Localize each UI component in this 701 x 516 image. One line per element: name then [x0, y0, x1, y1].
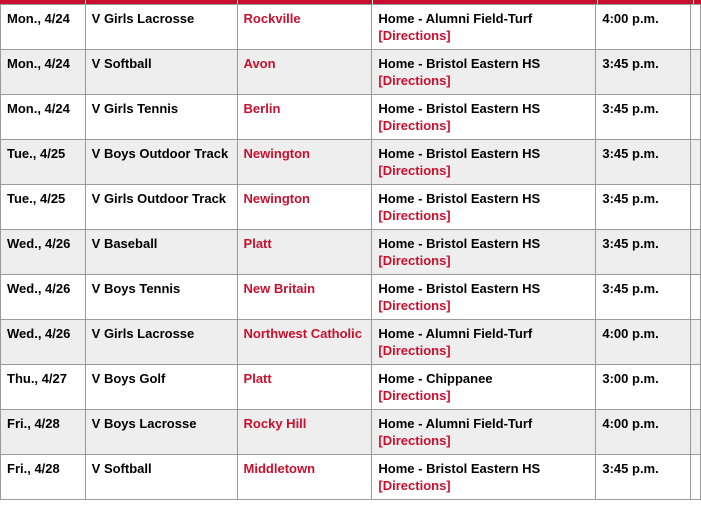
table-row	[1, 410, 701, 455]
edge-cell	[691, 140, 701, 185]
game-date: Mon., 4/24	[7, 56, 70, 71]
location-text: Home - Bristol Eastern HS	[378, 461, 541, 476]
opponent-link[interactable]: Middletown	[243, 461, 316, 476]
directions-link[interactable]: [Directions]	[378, 163, 451, 178]
sport-name: V Boys Lacrosse	[91, 416, 197, 431]
opponent-link[interactable]: Platt	[243, 371, 272, 386]
location-cell	[372, 95, 596, 140]
opponent-cell	[237, 275, 372, 320]
game-date: Fri., 4/28	[7, 461, 60, 476]
game-date: Tue., 4/25	[7, 191, 66, 206]
edge-cell	[691, 365, 701, 410]
edge-cell	[691, 275, 701, 320]
opponent-cell	[237, 185, 372, 230]
game-time: 4:00 p.m.	[602, 326, 659, 341]
sport-cell	[85, 140, 237, 185]
date-cell	[1, 230, 86, 275]
time-cell	[596, 455, 691, 500]
sport-name: V Baseball	[91, 236, 158, 251]
edge-cell	[691, 320, 701, 365]
directions-link[interactable]: [Directions]	[378, 208, 451, 223]
location-text: Home - Bristol Eastern HS	[378, 146, 541, 161]
date-cell	[1, 5, 86, 50]
directions-link[interactable]: [Directions]	[378, 28, 451, 43]
date-cell	[1, 365, 86, 410]
table-row	[1, 5, 701, 50]
location-text: Home - Bristol Eastern HS	[378, 101, 541, 116]
sport-name: V Girls Outdoor Track	[91, 191, 227, 206]
game-date: Tue., 4/25	[7, 146, 66, 161]
sport-name: V Girls Tennis	[91, 101, 179, 116]
location-cell	[372, 5, 596, 50]
directions-link[interactable]: [Directions]	[378, 73, 451, 88]
directions-link[interactable]: [Directions]	[378, 388, 451, 403]
sport-name: V Softball	[91, 461, 152, 476]
location-cell	[372, 185, 596, 230]
opponent-link[interactable]: Avon	[243, 56, 276, 71]
opponent-link[interactable]: New Britain	[243, 281, 316, 296]
game-time: 3:45 p.m.	[602, 461, 659, 476]
sport-cell	[85, 410, 237, 455]
opponent-link[interactable]: Platt	[243, 236, 272, 251]
schedule-table	[0, 4, 701, 500]
date-cell	[1, 140, 86, 185]
game-time: 3:45 p.m.	[602, 56, 659, 71]
time-cell	[596, 5, 691, 50]
time-cell	[596, 95, 691, 140]
game-date: Wed., 4/26	[7, 281, 71, 296]
directions-link[interactable]: [Directions]	[378, 253, 451, 268]
opponent-cell	[237, 320, 372, 365]
location-cell	[372, 230, 596, 275]
opponent-cell	[237, 50, 372, 95]
game-time: 3:45 p.m.	[602, 236, 659, 251]
location-text: Home - Bristol Eastern HS	[378, 56, 541, 71]
location-cell	[372, 140, 596, 185]
directions-link[interactable]: [Directions]	[378, 343, 451, 358]
table-row	[1, 275, 701, 320]
directions-link[interactable]: [Directions]	[378, 433, 451, 448]
opponent-cell	[237, 95, 372, 140]
location-text: Home - Bristol Eastern HS	[378, 281, 541, 296]
edge-cell	[691, 50, 701, 95]
table-row	[1, 365, 701, 410]
sport-cell	[85, 95, 237, 140]
time-cell	[596, 50, 691, 95]
opponent-link[interactable]: Northwest Catholic	[243, 326, 363, 341]
game-date: Wed., 4/26	[7, 326, 71, 341]
location-cell	[372, 365, 596, 410]
sport-name: V Boys Tennis	[91, 281, 181, 296]
edge-cell	[691, 5, 701, 50]
location-text: Home - Bristol Eastern HS	[378, 236, 541, 251]
game-time: 4:00 p.m.	[602, 416, 659, 431]
opponent-link[interactable]: Newington	[243, 146, 310, 161]
location-cell	[372, 455, 596, 500]
date-cell	[1, 50, 86, 95]
sport-name: V Girls Lacrosse	[91, 326, 195, 341]
game-time: 3:45 p.m.	[602, 191, 659, 206]
opponent-cell	[237, 365, 372, 410]
table-row	[1, 185, 701, 230]
time-cell	[596, 365, 691, 410]
location-cell	[372, 50, 596, 95]
game-time: 3:45 p.m.	[602, 281, 659, 296]
directions-link[interactable]: [Directions]	[378, 118, 451, 133]
opponent-cell	[237, 140, 372, 185]
date-cell	[1, 455, 86, 500]
date-cell	[1, 410, 86, 455]
game-time: 3:45 p.m.	[602, 146, 659, 161]
sport-cell	[85, 365, 237, 410]
location-cell	[372, 320, 596, 365]
sport-cell	[85, 50, 237, 95]
edge-cell	[691, 455, 701, 500]
table-row	[1, 140, 701, 185]
edge-cell	[691, 410, 701, 455]
location-text: Home - Bristol Eastern HS	[378, 191, 541, 206]
game-date: Wed., 4/26	[7, 236, 71, 251]
location-text: Home - Alumni Field-Turf	[378, 326, 533, 341]
location-cell	[372, 275, 596, 320]
date-cell	[1, 275, 86, 320]
game-date: Mon., 4/24	[7, 101, 70, 116]
edge-cell	[691, 230, 701, 275]
sport-name: V Girls Lacrosse	[91, 11, 195, 26]
sport-name: V Softball	[91, 56, 152, 71]
directions-link[interactable]: [Directions]	[378, 298, 451, 313]
date-cell	[1, 320, 86, 365]
game-time: 3:45 p.m.	[602, 101, 659, 116]
edge-cell	[691, 185, 701, 230]
table-row	[1, 455, 701, 500]
sport-name: V Boys Outdoor Track	[91, 146, 229, 161]
location-text: Home - Chippanee	[378, 371, 493, 386]
edge-cell	[691, 95, 701, 140]
time-cell	[596, 275, 691, 320]
time-cell	[596, 140, 691, 185]
opponent-cell	[237, 5, 372, 50]
opponent-link[interactable]: Rockville	[243, 11, 301, 26]
sport-cell	[85, 5, 237, 50]
location-text: Home - Alumni Field-Turf	[378, 416, 533, 431]
directions-link[interactable]: [Directions]	[378, 478, 451, 493]
game-date: Fri., 4/28	[7, 416, 60, 431]
opponent-cell	[237, 455, 372, 500]
game-time: 4:00 p.m.	[602, 11, 659, 26]
sport-name: V Boys Golf	[91, 371, 166, 386]
sport-cell	[85, 230, 237, 275]
date-cell	[1, 185, 86, 230]
game-time: 3:00 p.m.	[602, 371, 659, 386]
time-cell	[596, 185, 691, 230]
opponent-link[interactable]: Newington	[243, 191, 310, 206]
date-cell	[1, 95, 86, 140]
game-date: Thu., 4/27	[7, 371, 67, 386]
opponent-link[interactable]: Rocky Hill	[243, 416, 307, 431]
table-row	[1, 320, 701, 365]
time-cell	[596, 320, 691, 365]
location-cell	[372, 410, 596, 455]
game-date: Mon., 4/24	[7, 11, 70, 26]
table-row	[1, 230, 701, 275]
time-cell	[596, 410, 691, 455]
schedule-body	[1, 5, 701, 500]
opponent-link[interactable]: Berlin	[243, 101, 281, 116]
sport-cell	[85, 320, 237, 365]
table-row	[1, 95, 701, 140]
sport-cell	[85, 185, 237, 230]
location-text: Home - Alumni Field-Turf	[378, 11, 533, 26]
time-cell	[596, 230, 691, 275]
opponent-cell	[237, 410, 372, 455]
sport-cell	[85, 455, 237, 500]
sport-cell	[85, 275, 237, 320]
opponent-cell	[237, 230, 372, 275]
table-row	[1, 50, 701, 95]
